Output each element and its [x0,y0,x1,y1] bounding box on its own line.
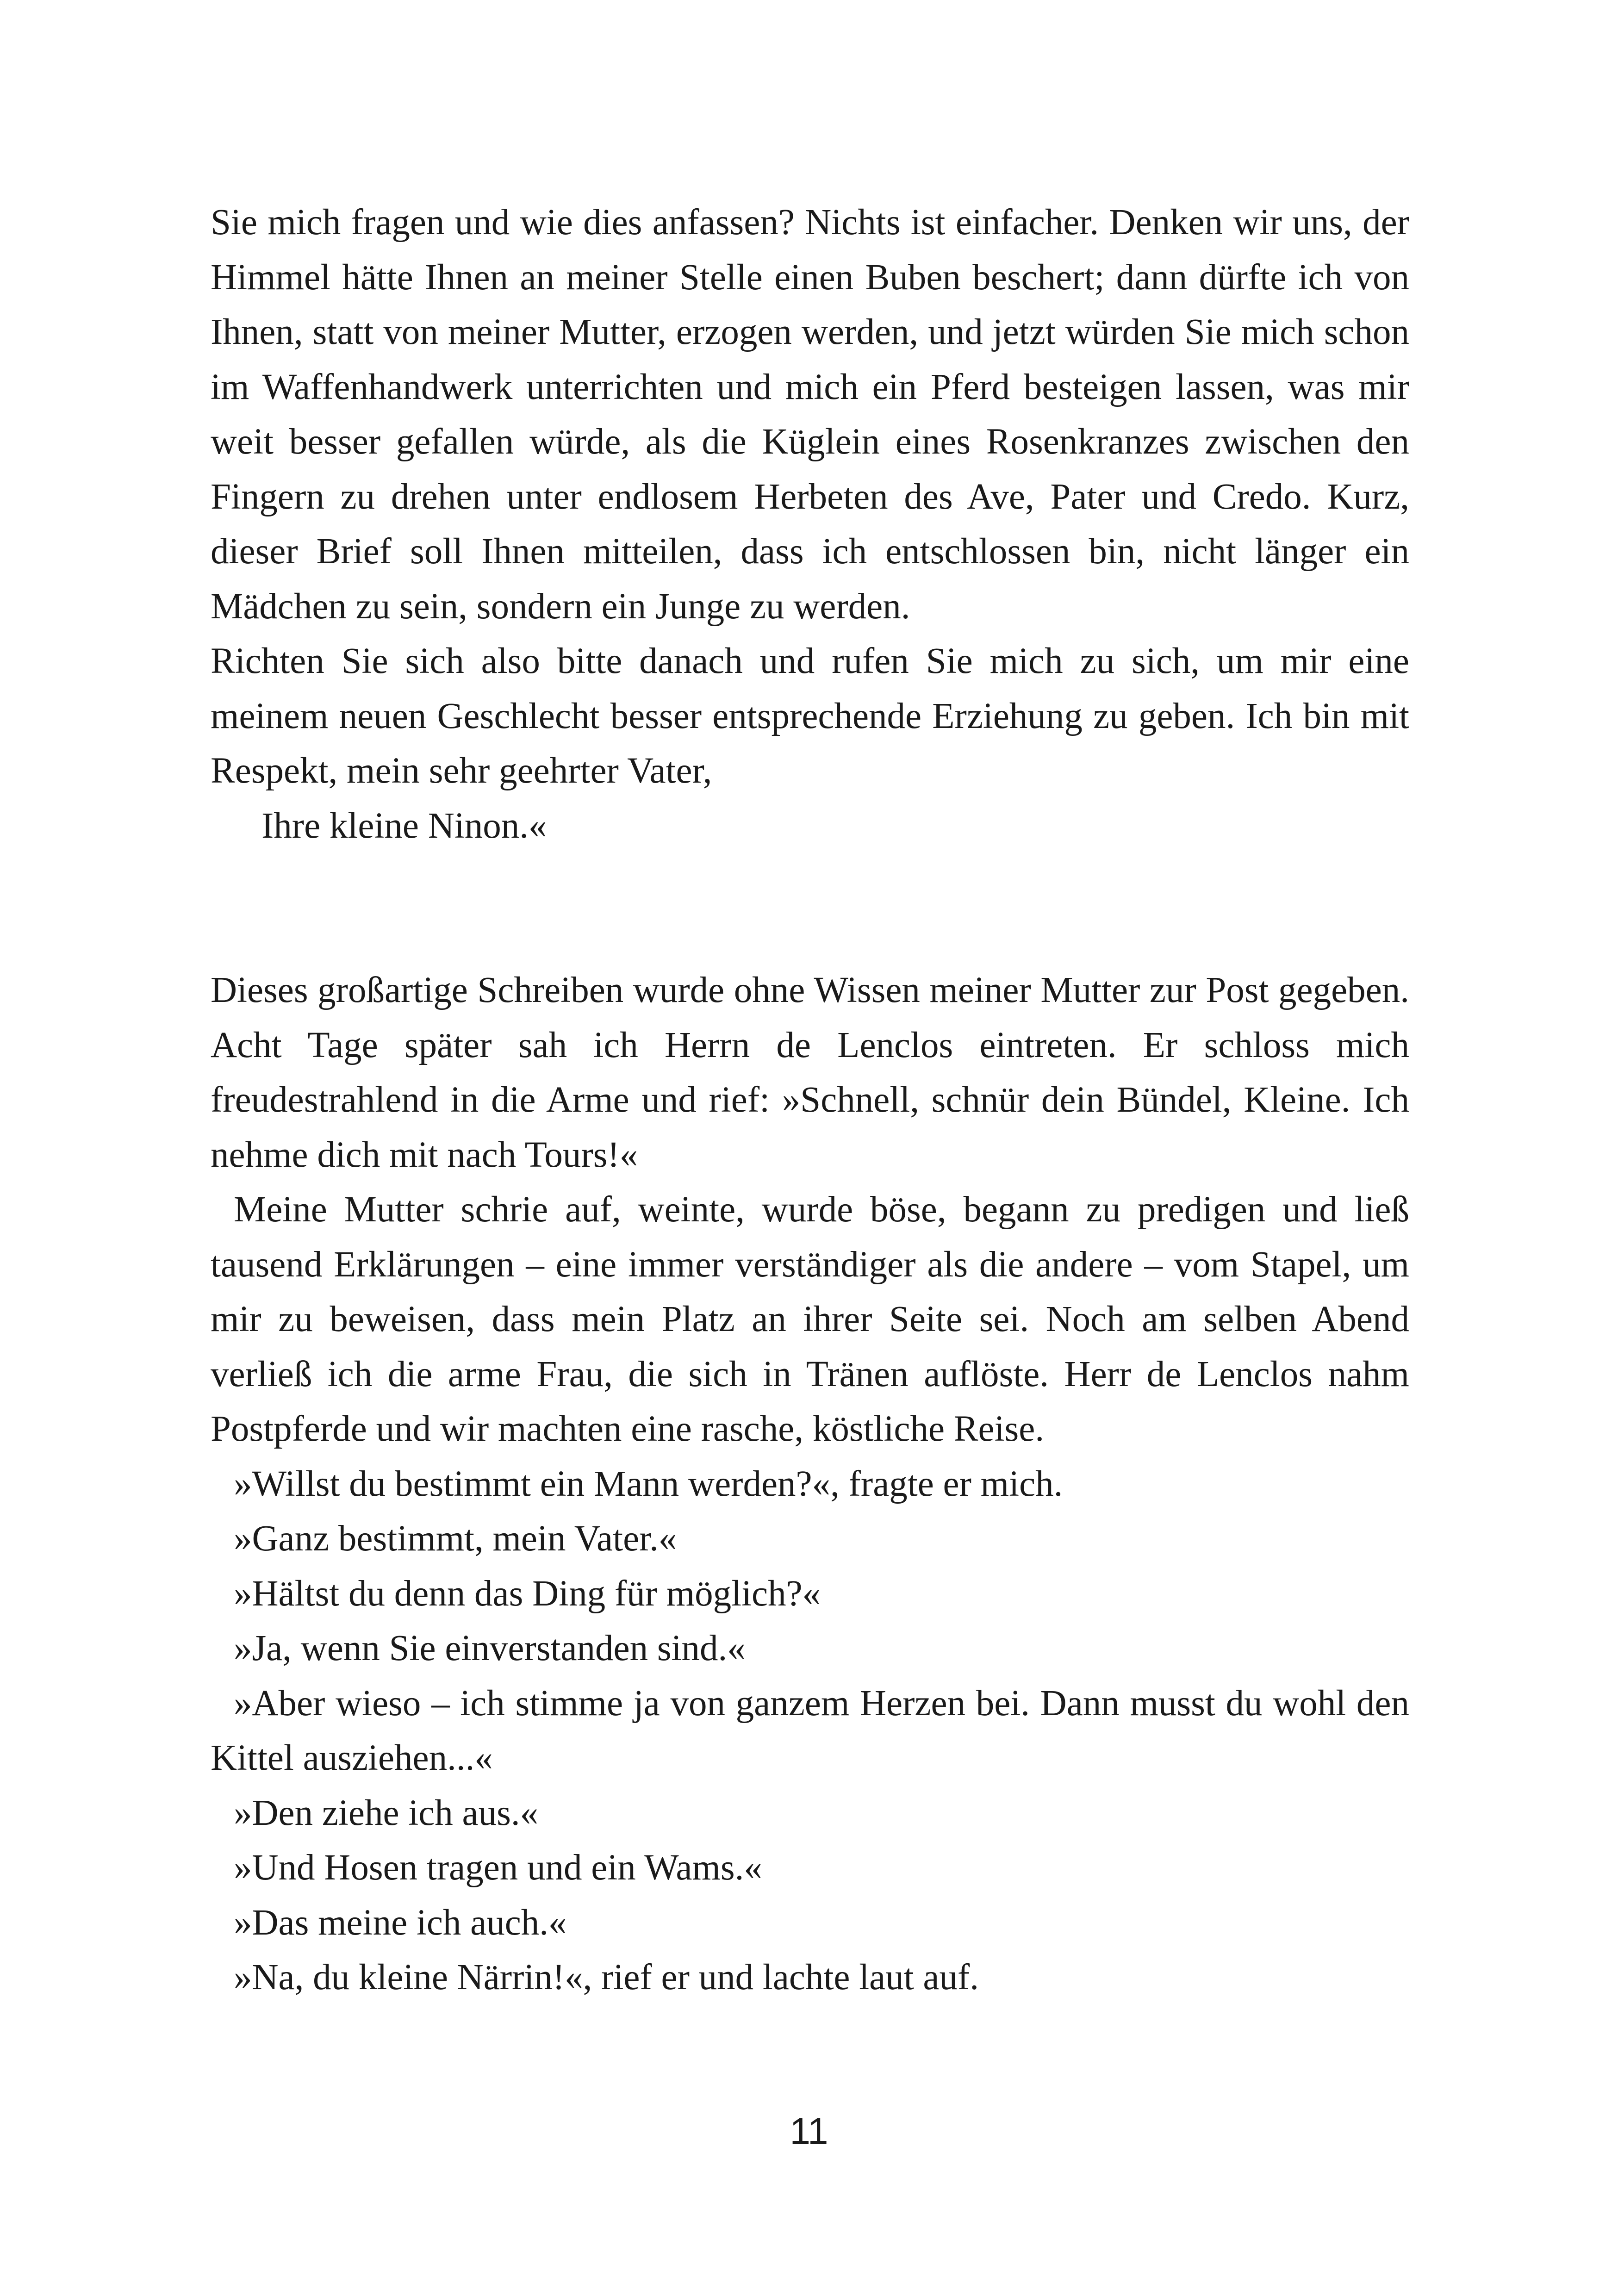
letter-paragraph: Sie mich fragen und wie dies anfassen? Nichts ist einfacher. Denken wir uns, der Himmel hätte Ihnen an meiner Stelle einen Buben beschert; dann dürfte ich von Ihnen, statt von meiner Mutter, erzogen werden, und jetzt würden Sie mich schon im Waffenhandwerk unterrichten und mich ein Pferd besteigen lassen, was mir weit besser gefallen würde, als die Küglein eines Rosenkranzes zwischen den Fingern zu drehen unter endlosem Herbeten des Ave, Pater und Credo. Kurz, dieser Brief soll Ihnen mitteilen, dass ich entschlossen bin, nicht länger ein Mädchen zu sein, sondern ein Junge zu werden. [211,202,1409,627]
narrative-paragraph: Meine Mutter schrie auf, weinte, wurde böse, begann zu predigen und ließ tausend Erklärungen – eine immer verständiger als die andere – vom Stapel, um mir zu beweisen, dass mein Platz an ihrer Seite sei. Noch am selben Abend verließ ich die arme Frau, die sich in Tränen auflöste. Herr de Lenclos nahm Postpferde und wir machten eine rasche, köstliche Reise. [211,1189,1409,1449]
letter-closing-paragraph: Richten Sie sich also bitte danach und rufen Sie mich zu sich, um mir eine meinem neuen Geschlecht besser entsprechende Erziehung zu geben. Ich bin mit Respekt, mein sehr geehrter Vater, [211,641,1409,791]
letter-text-block [211,195,1409,2005]
dialogue-line: »Ja, wenn Sie einverstanden sind.« [234,1628,746,1668]
dialogue-line: »Und Hosen tragen und ein Wams.« [234,1848,762,1888]
narrative-paragraph: Dieses großartige Schreiben wurde ohne Wissen meiner Mutter zur Post gegeben. Acht Tage später sah ich Herrn de Lenclos eintreten. Er schloss mich freudestrahlend in die Arme und rief: »Schnell, schnür dein Bündel, Kleine. Ich nehme dich mit nach Tours!« [211,970,1409,1175]
dialogue-line: »Aber wieso – ich stimme ja von ganzem Herzen bei. Dann musst du wohl den Kittel ausziehen...« [211,1683,1409,1778]
dialogue-line: »Das meine ich auch.« [234,1902,567,1943]
dialogue-line: »Willst du bestimmt ein Mann werden?«, fragte er mich. [234,1463,1063,1504]
page-number: 11 [790,2110,828,2152]
section-gap [211,853,1409,963]
dialogue-line: »Na, du kleine Närrin!«, rief er und lachte laut auf. [234,1957,979,1997]
dialogue-line: »Ganz bestimmt, mein Vater.« [234,1518,677,1559]
letter-signature: Ihre kleine Ninon.« [261,805,547,846]
dialogue-line: »Hältst du denn das Ding für möglich?« [234,1573,821,1614]
dialogue-line: »Den ziehe ich aus.« [234,1792,539,1833]
